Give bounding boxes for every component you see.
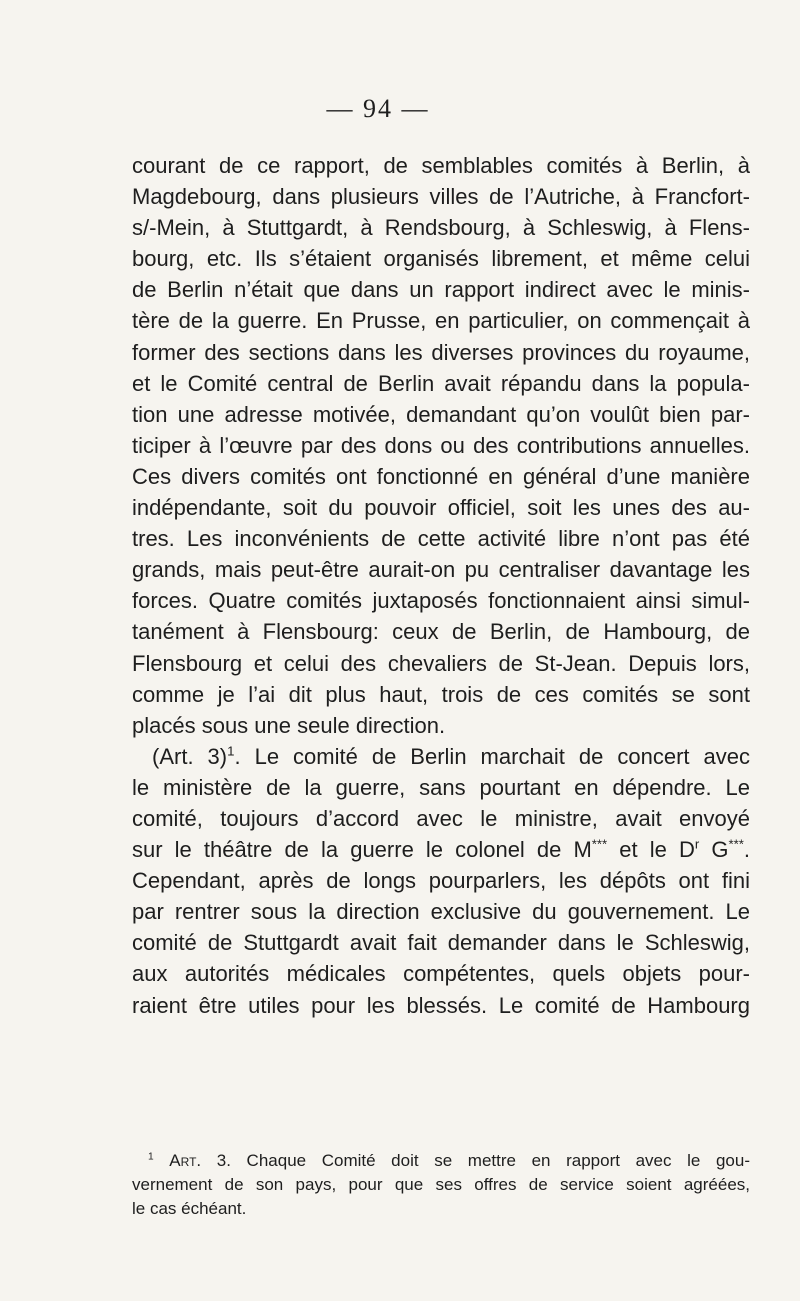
doctor-sup: r [694, 836, 700, 852]
footnote-line: vernement de son pays, pour que ses offres de service soient agréées, [132, 1175, 750, 1194]
body-text [132, 150, 750, 1021]
text-line: former des sections dans les diverses provinces du royaume, [132, 339, 750, 365]
line-end: . [743, 837, 750, 863]
text-line: Magdebourg, dans plusieurs villes de l’Autriche, à Francfort- [132, 184, 750, 210]
text-line: tanément à Flensbourg: ceux de Berlin, de Hambourg, de [132, 619, 750, 645]
footnote-label: Art. [169, 1151, 202, 1170]
text-line: bourg, etc. Ils s’étaient organisés librement, et même celui [132, 246, 750, 272]
text-line: comité de Stuttgardt avait fait demander dans le Schleswig, [132, 930, 750, 956]
page-number: — 94 — [326, 94, 430, 123]
stars-mark: *** [591, 836, 608, 852]
text-line: tion une adresse motivée, demandant qu’on voulût bien par- [132, 401, 750, 427]
text-line-colonel [132, 834, 750, 865]
article-ref: (Art. 3) [152, 743, 228, 769]
text-line: Ces divers comités ont fonctionné en général d’une manière [132, 463, 750, 489]
text-line: tère de la guerre. En Prusse, en particulier, on commençait à [132, 308, 750, 334]
text-line: et le Comité central de Berlin avait répandu dans la popula- [132, 370, 750, 396]
footnote-line: le cas échéant. [132, 1199, 247, 1218]
text-line: comité, toujours d’accord avec le ministre, avait envoyé [132, 805, 750, 831]
footnote-ref: 1 [227, 743, 235, 759]
article-text: . Le comité de Berlin marchait de concert avec [234, 743, 750, 769]
stars-mark: *** [728, 836, 744, 852]
text-line: Cependant, après de longs pourparlers, les dépôts ont fini [132, 868, 750, 894]
footnote-number: 1 [148, 1151, 154, 1163]
colonel-text: sur le théâtre de la guerre le colonel de M [132, 837, 592, 863]
text-line: aux autorités médicales compétentes, quels objets pour- [132, 961, 750, 987]
text-line: grands, mais peut-être aurait-on pu centraliser davantage les [132, 557, 750, 583]
text-line: s/-Mein, à Stuttgardt, à Rendsbourg, à Schleswig, à Flens- [132, 215, 750, 241]
footnote [132, 1149, 750, 1221]
text-line: indépendante, soit du pouvoir officiel, soit les unes des au- [132, 495, 750, 521]
text-line: le ministère de la guerre, sans pourtant en dépendre. Le [132, 774, 750, 800]
g-letter: G [711, 837, 729, 863]
text-line: ticiper à l’œuvre par des dons ou des contributions annuelles. [132, 432, 750, 458]
text-line: forces. Quatre comités juxtaposés fonctionnaient ainsi simul- [132, 588, 750, 614]
text-line: de Berlin n’était que dans un rapport indirect avec le minis- [132, 277, 750, 303]
text-line: raient être utiles pour les blessés. Le comité de Hambourg [132, 992, 750, 1018]
text-line-article-ref [132, 741, 750, 772]
footnote-line [132, 1149, 750, 1173]
text-line: placés sous une seule direction. [132, 712, 446, 738]
doctor-text: et le D [607, 837, 695, 863]
text-line: tres. Les inconvénients de cette activité libre n’ont pas été [132, 526, 750, 552]
text-line: par rentrer sous la direction exclusive du gouvernement. Le [132, 899, 750, 925]
text-line: courant de ce rapport, de semblables comités à Berlin, à [132, 153, 750, 178]
footnote-text: 3. Chaque Comité doit se mettre en rapport avec le gou- [201, 1151, 750, 1170]
text-line: comme je l’ai dit plus haut, trois de ces comités se sont [132, 681, 750, 707]
text-line: Flensbourg et celui des chevaliers de St-Jean. Depuis lors, [132, 650, 750, 676]
